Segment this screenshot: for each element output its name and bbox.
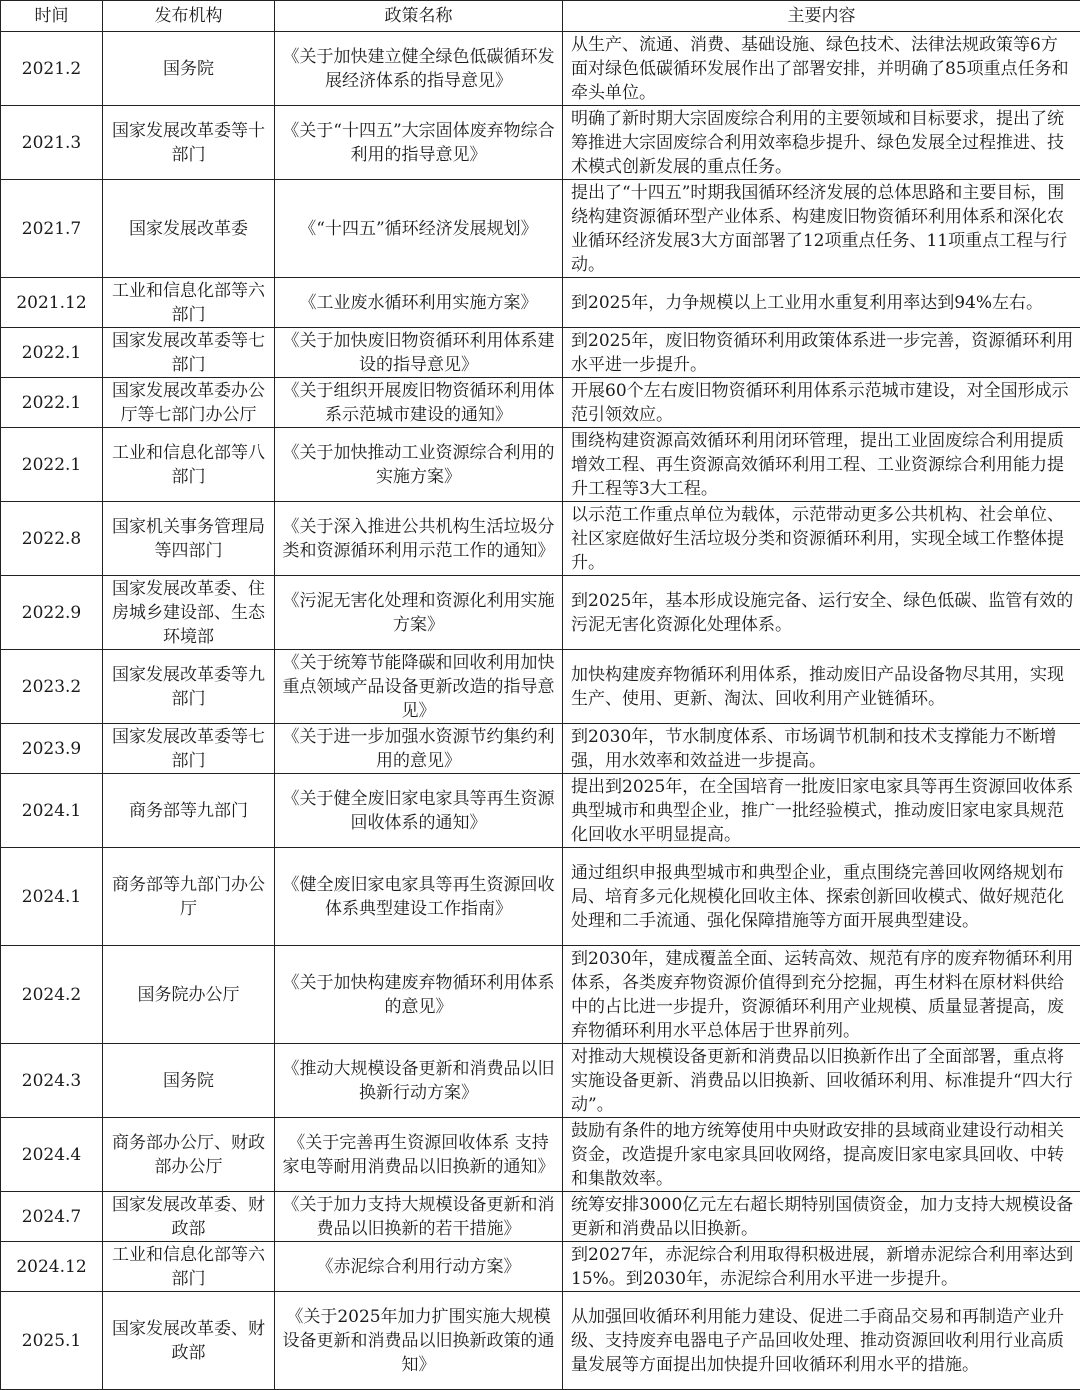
cell-time: 2022.1: [1, 378, 103, 428]
header-row: [1, 1, 1080, 32]
cell-time: 2024.3: [1, 1044, 103, 1118]
cell-issuer: 工业和信息化部等六部门: [103, 1242, 275, 1292]
cell-issuer: 国务院办公厅: [103, 946, 275, 1044]
table-row: [1, 278, 1080, 328]
cell-policy-name: 《关于统筹节能降碳和回收利用加快重点领域产品设备更新改造的指导意见》: [275, 650, 563, 724]
cell-issuer: 国家发展改革委等十部门: [103, 106, 275, 180]
cell-main-content: 提出到2025年，在全国培育一批废旧家电家具等再生资源回收体系典型城市和典型企业，推广一批经验模式，推动废旧家电家具规范化回收水平明显提高。: [563, 774, 1080, 848]
cell-main-content: 鼓励有条件的地方统筹使用中央财政安排的县域商业建设行动相关资金，改造提升家电家具回收网络，提高废旧家电家具回收、中转和集散效率。: [563, 1118, 1080, 1192]
table-row: [1, 180, 1080, 278]
cell-main-content: 到2027年，赤泥综合利用取得积极进展，新增赤泥综合利用率达到15%。到2030年，赤泥综合利用水平进一步提升。: [563, 1242, 1080, 1292]
cell-main-content: 明确了新时期大宗固废综合利用的主要领域和目标要求，提出了统筹推进大宗固废综合利用效率稳步提升、绿色发展全过程推进、技术模式创新发展的重点任务。: [563, 106, 1080, 180]
cell-policy-name: 《关于深入推进公共机构生活垃圾分类和资源循环利用示范工作的通知》: [275, 502, 563, 576]
table-row: [1, 848, 1080, 946]
cell-issuer: 国家发展改革委等七部门: [103, 724, 275, 774]
cell-main-content: 从生产、流通、消费、基础设施、绿色技术、法律法规政策等6方面对绿色低碳循环发展作出了部署安排，并明确了85项重点任务和牵头单位。: [563, 32, 1080, 106]
cell-time: 2022.8: [1, 502, 103, 576]
cell-time: 2021.3: [1, 106, 103, 180]
cell-policy-name: 《关于加快建立健全绿色低碳循环发展经济体系的指导意见》: [275, 32, 563, 106]
cell-issuer: 国家发展改革委等七部门: [103, 328, 275, 378]
table-row: [1, 106, 1080, 180]
table-row: [1, 774, 1080, 848]
cell-policy-name: 《关于加快构建废弃物循环利用体系的意见》: [275, 946, 563, 1044]
table-row: [1, 650, 1080, 724]
table-row: [1, 428, 1080, 502]
cell-time: 2022.1: [1, 328, 103, 378]
cell-main-content: 开展60个左右废旧物资循环利用体系示范城市建设，对全国形成示范引领效应。: [563, 378, 1080, 428]
cell-policy-name: 《关于健全废旧家电家具等再生资源回收体系的通知》: [275, 774, 563, 848]
cell-main-content: 到2030年，节水制度体系、市场调节机制和技术支撑能力不断增强，用水效率和效益进一步提高。: [563, 724, 1080, 774]
cell-main-content: 提出了“十四五”时期我国循环经济发展的总体思路和主要目标，围绕构建资源循环型产业体系、构建废旧物资循环利用体系和深化农业循环经济发展3大方面部署了12项重点任务、11项重点工程与行动。: [563, 180, 1080, 278]
table-row: [1, 724, 1080, 774]
cell-time: 2021.7: [1, 180, 103, 278]
table-row: [1, 1118, 1080, 1192]
cell-policy-name: 《关于“十四五”大宗固体废弃物综合利用的指导意见》: [275, 106, 563, 180]
cell-issuer: 国家机关事务管理局等四部门: [103, 502, 275, 576]
cell-time: 2025.1: [1, 1292, 103, 1390]
cell-policy-name: 《赤泥综合利用行动方案》: [275, 1242, 563, 1292]
table-row: [1, 502, 1080, 576]
cell-issuer: 国家发展改革委、财政部: [103, 1292, 275, 1390]
cell-issuer: 国家发展改革委等九部门: [103, 650, 275, 724]
table-row: [1, 1192, 1080, 1242]
cell-time: 2024.12: [1, 1242, 103, 1292]
cell-time: 2024.1: [1, 848, 103, 946]
cell-policy-name: 《“十四五”循环经济发展规划》: [275, 180, 563, 278]
table-row: [1, 1292, 1080, 1390]
cell-policy-name: 《污泥无害化处理和资源化利用实施方案》: [275, 576, 563, 650]
cell-main-content: 对推动大规模设备更新和消费品以旧换新作出了全面部署，重点将实施设备更新、消费品以旧换新、回收循环利用、标准提升“四大行动”。: [563, 1044, 1080, 1118]
cell-time: 2021.2: [1, 32, 103, 106]
cell-issuer: 工业和信息化部等八部门: [103, 428, 275, 502]
cell-issuer: 商务部等九部门: [103, 774, 275, 848]
cell-issuer: 国务院: [103, 32, 275, 106]
table-row: [1, 32, 1080, 106]
cell-main-content: 到2025年，基本形成设施完备、运行安全、绿色低碳、监管有效的污泥无害化资源化处理体系。: [563, 576, 1080, 650]
cell-time: 2024.7: [1, 1192, 103, 1242]
header-policy-name: 政策名称: [275, 1, 563, 32]
cell-main-content: 统筹安排3000亿元左右超长期特别国债资金，加力支持大规模设备更新和消费品以旧换新。: [563, 1192, 1080, 1242]
cell-main-content: 以示范工作重点单位为载体，示范带动更多公共机构、社会单位、社区家庭做好生活垃圾分类和资源循环利用，实现全域工作整体提升。: [563, 502, 1080, 576]
cell-time: 2024.1: [1, 774, 103, 848]
cell-policy-name: 《关于组织开展废旧物资循环利用体系示范城市建设的通知》: [275, 378, 563, 428]
table-row: [1, 378, 1080, 428]
header-main-content: 主要内容: [563, 1, 1080, 32]
cell-policy-name: 《健全废旧家电家具等再生资源回收体系典型建设工作指南》: [275, 848, 563, 946]
cell-time: 2021.12: [1, 278, 103, 328]
cell-main-content: 从加强回收循环利用能力建设、促进二手商品交易和再制造产业升级、支持废弃电器电子产品回收处理、推动资源回收利用行业高质量发展等方面提出加快提升回收循环利用水平的措施。: [563, 1292, 1080, 1390]
cell-time: 2024.2: [1, 946, 103, 1044]
cell-main-content: 到2025年，力争规模以上工业用水重复利用率达到94%左右。: [563, 278, 1080, 328]
cell-main-content: 围绕构建资源高效循环利用闭环管理，提出工业固废综合利用提质增效工程、再生资源高效循环利用工程、工业资源综合利用能力提升工程等3大工程。: [563, 428, 1080, 502]
cell-issuer: 商务部等九部门办公厅: [103, 848, 275, 946]
cell-time: 2023.9: [1, 724, 103, 774]
cell-issuer: 商务部办公厅、财政部办公厅: [103, 1118, 275, 1192]
cell-main-content: 通过组织申报典型城市和典型企业，重点围绕完善回收网络规划布局、培育多元化规模化回收主体、探索创新回收模式、做好规范化处理和二手流通、强化保障措施等方面开展典型建设。: [563, 848, 1080, 946]
cell-issuer: 国家发展改革委办公厅等七部门办公厅: [103, 378, 275, 428]
cell-time: 2024.4: [1, 1118, 103, 1192]
cell-policy-name: 《关于加快废旧物资循环利用体系建设的指导意见》: [275, 328, 563, 378]
cell-issuer: 国家发展改革委、住房城乡建设部、生态环境部: [103, 576, 275, 650]
cell-time: 2022.1: [1, 428, 103, 502]
cell-main-content: 加快构建废弃物循环利用体系，推动废旧产品设备物尽其用，实现生产、使用、更新、淘汰、回收利用产业链循环。: [563, 650, 1080, 724]
cell-policy-name: 《关于进一步加强水资源节约集约利用的意见》: [275, 724, 563, 774]
cell-main-content: 到2030年，建成覆盖全面、运转高效、规范有序的废弃物循环利用体系，各类废弃物资源价值得到充分挖掘，再生材料在原材料供给中的占比进一步提升，资源循环利用产业规模、质量显著提高，废弃物循环利用水平总体居于世界前列。: [563, 946, 1080, 1044]
cell-policy-name: 《关于加力支持大规模设备更新和消费品以旧换新的若干措施》: [275, 1192, 563, 1242]
cell-policy-name: 《推动大规模设备更新和消费品以旧换新行动方案》: [275, 1044, 563, 1118]
cell-policy-name: 《工业废水循环利用实施方案》: [275, 278, 563, 328]
cell-policy-name: 《关于加快推动工业资源综合利用的实施方案》: [275, 428, 563, 502]
table-row: [1, 1242, 1080, 1292]
table-row: [1, 946, 1080, 1044]
table-row: [1, 576, 1080, 650]
cell-issuer: 国家发展改革委: [103, 180, 275, 278]
cell-issuer: 国家发展改革委、财政部: [103, 1192, 275, 1242]
cell-issuer: 工业和信息化部等六部门: [103, 278, 275, 328]
cell-policy-name: 《关于完善再生资源回收体系 支持家电等耐用消费品以旧换新的通知》: [275, 1118, 563, 1192]
cell-main-content: 到2025年，废旧物资循环利用政策体系进一步完善，资源循环利用水平进一步提升。: [563, 328, 1080, 378]
cell-issuer: 国务院: [103, 1044, 275, 1118]
header-issuer: 发布机构: [103, 1, 275, 32]
table-row: [1, 328, 1080, 378]
cell-time: 2022.9: [1, 576, 103, 650]
cell-time: 2023.2: [1, 650, 103, 724]
header-time: 时间: [1, 1, 103, 32]
table-row: [1, 1044, 1080, 1118]
cell-policy-name: 《关于2025年加力扩围实施大规模设备更新和消费品以旧换新政策的通知》: [275, 1292, 563, 1390]
